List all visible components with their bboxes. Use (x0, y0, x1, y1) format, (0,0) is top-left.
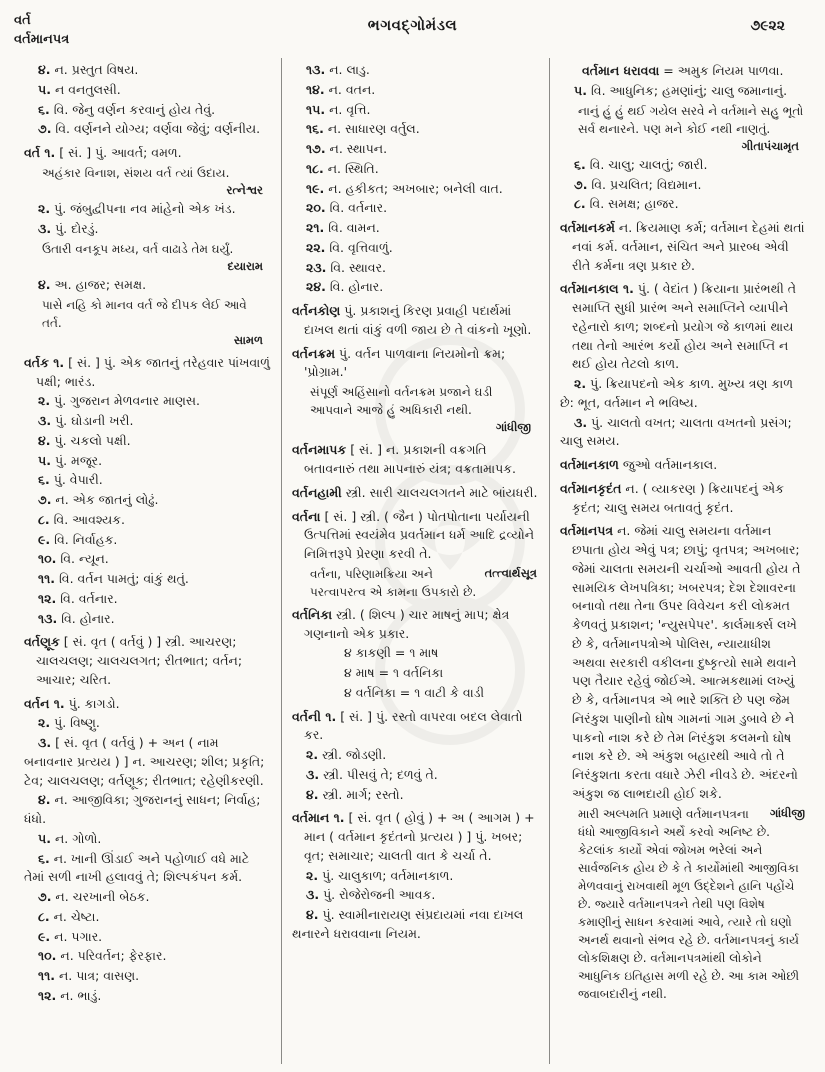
text-content: ન. હકીકત; અખબાર; બનેલી વાત. (328, 180, 503, 196)
sense-number: ૪. (306, 907, 319, 922)
sense-number: ૧૦. (38, 948, 57, 964)
dictionary-entry (560, 522, 807, 803)
headword: વર્તમાનકાળ (560, 457, 619, 472)
sense-number: ૨. (306, 867, 319, 883)
sense-number: ૬. (574, 156, 586, 172)
sense-item (560, 414, 807, 452)
dictionary-entry (292, 606, 539, 644)
text-content: ન. ખાની ઊંડાઈ અને પહોળાઈ વધે માટે તેમાં સળી નાખી હલાવવું તે; શિલ્પકંપન કર્મ. (24, 850, 250, 885)
text-content: સ્ત્રી. પીસવું તે; દળવું તે. (323, 766, 438, 782)
dictionary-column-1 (14, 58, 282, 1064)
text-content: પું. વિષ્ણુ. (54, 715, 100, 731)
text-content: ન. ( વ્યાકરણ ) ક્રિયાપદનું એક કૃદંત; ચાલુ સમય બતાવતું કૃદંત. (572, 480, 784, 515)
sense-item (24, 987, 271, 1006)
sense-number: ૪. (306, 786, 319, 802)
sense-item (24, 220, 271, 239)
sense-item (292, 886, 539, 905)
sense-item (24, 888, 271, 907)
text-content: ૪ વર્તનિકા = ૧ વાટી કે વાડી (344, 684, 485, 700)
text-content: ન. પગાર. (54, 928, 103, 944)
sense-item (24, 491, 271, 510)
sense-item (292, 199, 539, 218)
text-content: પું. ચકલો પક્ષી. (54, 432, 131, 448)
text-content: દયારામ (227, 258, 263, 273)
sense-item (24, 714, 271, 733)
text-content: પું. પ્રકાશનું કિરણ પ્રવાહી પદાર્થમાં દાખલ થતાં વાંકું વળી જાય છે તે વાંકનો ખૂણો. (304, 303, 532, 337)
sense-item (24, 61, 271, 80)
text-content: ન. સ્થાપન. (329, 141, 388, 156)
text-content: સ્ત્રી. સારી ચાલચલગતને માટે બાંયધરી. (345, 484, 538, 500)
headword: વર્તનિકા (292, 606, 333, 622)
headword: વર્તનહામી (292, 484, 342, 500)
text-content: વિ. વર્ણનને યોગ્ય; વર્ણવા જેવું; વર્ણનીય. (55, 121, 261, 137)
page-number: ૭૯૨૨ (750, 18, 785, 34)
text-content: પું. દોરડું. (55, 220, 99, 236)
headword: વર્તમાન ૧. (292, 810, 345, 826)
sense-number: ૪. (38, 432, 51, 448)
sense-item (24, 471, 271, 490)
phrase-line (560, 62, 807, 81)
column-container (14, 58, 817, 1064)
dictionary-column-2 (282, 58, 550, 1064)
text-content: [ સં. ] પું. આવર્ત; વમળ. (59, 145, 182, 160)
sense-item (292, 746, 539, 765)
sense-number: ૨૦. (306, 200, 326, 216)
text-content: ૪ કાકણી = ૧ માષ (344, 645, 439, 661)
formula-line (292, 684, 539, 703)
sense-number: ૫. (574, 82, 587, 98)
text-content: વિ. વર્તનાર. (60, 590, 118, 606)
quote-line (560, 102, 807, 138)
quote-line (292, 383, 539, 419)
text-content: વિ. વામન. (328, 220, 380, 235)
text-content: ન. સાધારણ વર્તુલ. (327, 121, 420, 137)
sense-number: ૪. (38, 792, 51, 808)
sense-item (560, 156, 807, 175)
dictionary-entry (24, 354, 271, 392)
text-content: જુઓ વર્તમાનકાલ. (622, 457, 718, 472)
quote-line (24, 296, 271, 332)
text-content: સામળ (233, 332, 263, 347)
sense-number: ૧૭. (306, 141, 326, 156)
text-content: [ સં. ] પું. એક જાતનું તરેહવાર પાંખવાળું પક્ષી; ભારંડ. (36, 354, 270, 389)
text-content: સ્ત્રી. માર્ગ; રસ્તો. (322, 786, 404, 802)
headword: વર્તમાનપત્ર (560, 523, 614, 539)
text-content: = અમુક નિયમ પાળવા. (663, 63, 784, 78)
sense-item (24, 81, 271, 100)
sense-item (24, 791, 271, 829)
text-content: પું. જંબુદ્વીપના નવ માંહેનો એક ખંડ. (54, 201, 236, 216)
text-content: વિ. વૃત્તિવાળું. (329, 239, 393, 255)
formula-line (292, 644, 539, 663)
formula-line (292, 664, 539, 683)
sense-number: ૫. (38, 830, 51, 846)
headword: વર્તની ૧. (292, 708, 337, 724)
text-content: ન. પરિવર્તન; ફેરફાર. (60, 948, 167, 964)
headword: વર્તમાનકૃદંત (560, 480, 622, 496)
sense-item (24, 850, 271, 888)
sense-number: ૬. (38, 472, 50, 488)
page-title: ભગવદ્ગોમંડલ (367, 16, 458, 34)
sense-item (292, 906, 539, 944)
headword: વર્તમાન ધરાવવા (582, 63, 660, 78)
sense-number: ૫. (38, 81, 51, 97)
sense-item (292, 278, 539, 297)
text-content: ગીતાપંચામૃત (741, 138, 799, 153)
sense-item (24, 531, 271, 550)
text-content: ન. આજીવિકા; ગુજરાનનું સાધન; નિર્વાહ; ધંધો. (24, 792, 261, 826)
sense-number: ૨. (306, 747, 319, 762)
sense-number: ૩. (38, 413, 52, 428)
sense-number: ૧૧. (38, 571, 55, 586)
headword: વર્તનક્રમ (292, 345, 336, 361)
text-content: ન વનતુલસી. (54, 81, 121, 97)
dictionary-entry (24, 144, 271, 163)
sense-number: ૩. (38, 220, 52, 236)
sense-item (560, 195, 807, 214)
sense-item (560, 176, 807, 195)
sense-item (24, 734, 271, 790)
sense-item (24, 550, 271, 569)
headword: વર્તમાનકાલ ૧. (560, 281, 634, 297)
sense-number: ૧૬. (306, 121, 324, 137)
sense-item (24, 830, 271, 849)
text-content: ન. પ્રસ્તુત વિષય. (54, 62, 139, 77)
sense-number: ૨. (574, 376, 587, 391)
sense-number: ૧૦. (38, 551, 57, 567)
text-content: સંપૂર્ણ અહિંસાનો વર્તનક્રમ પ્રજાને ઘડી આપવાને આજે હું અધિકારી નથી. (310, 385, 493, 417)
headword: વર્તન ૧. (24, 695, 65, 711)
text-content: [ સં. વૃત ( હોવું ) + અ ( આગમ ) + માન ( વર્તમાન કૃદંતનો પ્રત્યય ) ] પું. ખબર; વૃત; સમાચાર; ચાલતી વાત કે ચર્ચા તે. (304, 810, 535, 863)
sense-item (292, 239, 539, 258)
sense-item (24, 610, 271, 629)
sense-number: ૯. (38, 531, 51, 547)
headword: વર્તક ૧. (24, 354, 65, 370)
sense-number: ૨. (38, 201, 51, 216)
dictionary-entry (24, 633, 271, 689)
headword: વર્તનકોણ (292, 303, 341, 318)
sense-item (292, 766, 539, 785)
dictionary-entry (560, 280, 807, 374)
sense-number: ૧૧. (38, 968, 55, 983)
sense-item (292, 219, 539, 238)
sense-number: ૧૫. (306, 101, 326, 117)
text-content: પું. ઘોડાની ખરી. (55, 413, 134, 428)
text-content: પું. ( વેદાંત ) ક્રિયાના પ્રારંભથી તે સમાપ્તિ સુધી પ્રારંભ અને સમાપ્તિને વ્યાપીને રહેનારો કાળ; શબ્દનો પ્રયોગ જે કાળમાં થાય તથા તેનો આરંભ કર્યો હોય અને સમાપ્તિ ન થઈ હોય તેટલો કાળ. (572, 281, 797, 372)
text-content: નાનું હું હું થઈ ગયેલ સરવે ને વર્તમાને સહુ ભૂતો સર્વ થનારને. પણ મને કોઈ નથી નાણતું. (578, 103, 804, 136)
sense-number: ૪. (38, 62, 51, 77)
sense-number: ૨૨. (306, 239, 326, 255)
text-content: વિ. હોનાર. (329, 279, 384, 295)
sense-number: ૬. (38, 101, 50, 117)
text-content: વિ. આવશ્યક. (53, 511, 125, 527)
sense-number: ૭. (38, 492, 52, 507)
sense-item (24, 276, 271, 295)
sense-item (24, 200, 271, 219)
sense-item (24, 452, 271, 471)
text-content: ઉતારી વનકૂપ મધ્ય, વર્ત વાઢાડે તેમ ઘર્યું. (42, 241, 234, 256)
sense-number: ૨. (38, 715, 51, 731)
sense-number: ૪. (38, 276, 51, 292)
text-content: વિ. નિર્વાહક. (54, 531, 118, 547)
sense-number: ૧૩. (38, 610, 58, 626)
sense-number: ૨૧. (306, 220, 325, 235)
text-content: સ્ત્રી. જોડણી. (322, 747, 387, 762)
sense-number: ૧૪. (306, 81, 325, 97)
text-content: રત્નેશ્વર (226, 182, 263, 197)
text-content: પું. ચાલતો વખત; ચાલતા વખતનો પ્રસંગ; ચાલુ સમય. (560, 414, 792, 449)
text-content: વિ. સ્થાવર. (330, 259, 387, 275)
sense-item (292, 120, 539, 139)
sense-item (24, 432, 271, 451)
sense-number: ૮. (574, 196, 586, 212)
headword: વર્તમાનકર્મ (560, 220, 615, 235)
sense-number: ૭. (38, 121, 52, 137)
text-content: પું. મજૂર. (54, 452, 103, 468)
text-content: [ સં. ] ન. પ્રકાશની વક્રગતિ બતાવનારું તથા માપનારું યંત્ર; વક્રતામાપક. (304, 442, 516, 476)
text-content: વિ. પ્રચલિત; વિદ્યમાન. (591, 176, 702, 192)
sense-number: ૩. (306, 887, 320, 903)
text-content: અહંકાર વિનાશ, સંશય વર્ત ત્યાં ઉદાય. (42, 165, 230, 180)
text-content: ન. સ્થિતિ. (327, 160, 379, 176)
dictionary-entry (292, 508, 539, 564)
text-content: વિ. સમક્ષ; હાજર. (589, 196, 679, 212)
text-content: વિ. આધુનિક; હમણાંનું; ચાલુ જમાનાનું. (590, 82, 788, 98)
sense-number: ૮. (38, 511, 50, 527)
text-content: ન. ગોળો. (54, 830, 102, 846)
text-content: મારી અલ્પમતિ પ્રમાણે વર્તમાનપત્રના ધંધો આજીવિકાને અર્થે કરવો અનિષ્ટ છે. કેટલાંક કાર્યો એવાં જોખમ ભરેલાં અને સાર્વજનિક હોય છે કે તે કાર્યોમાંથી આજીવિકા મેળવવાનું રાખવાથી મૂળ ઉદ્દેશને હાનિ પહોંચે છે. જ્યારે વર્તમાનપત્રને તેથી પણ વિશેષ કમાણીનું સાધન કરવામાં આવે, ત્યારે તો ઘણો અનર્થ થવાનો સંભવ રહે છે. વર્તમાનપત્રનું કાર્ય લોકશિક્ષણ છે. વર્તમાનપત્રમાંથી લોકોને આધુનિક ઇતિહાસ મળી રહે છે. આ કામ ઓછી જવાબદારીનું નથી. (578, 806, 800, 1001)
sense-item (560, 82, 807, 101)
text-content: ન. એક જાતનું લોઢું. (55, 492, 159, 507)
text-content: ન. ક્રિયમાણ કર્મ; વર્તમાન દેહમાં થતાં નવાં કર્મ. વર્તમાન, સંચિત અને પ્રારબ્ધ એવી રીતે કર્મના ત્રણ પ્રકાર છે. (572, 220, 805, 273)
sense-number: ૨. (38, 393, 51, 409)
sense-item (24, 967, 271, 986)
sense-number: ૨૪. (306, 279, 326, 295)
sense-item (292, 140, 539, 159)
text-content: પું. સ્વામીનારાયણ સંપ્રદાયમાં નવા દાખલ થનારને ધરાવવાના નિયમ. (292, 907, 524, 941)
sense-number: ૧૮. (306, 160, 324, 176)
text-content: ન. વૃત્તિ. (329, 101, 371, 117)
text-content: ન. જેમાં ચાલુ સમયના વર્તમાન છપાતા હોય એવું પત્ર; છાપું; વૃતપત્ર; અખબાર; જેમાં ચાલતા સમયની ચર્ચાઓ આવતી હોય તે સામયિક લેખપત્રિકા; ખબરપત્ર; દેશ દેશાવરના બનાવો તથા તેના ઉપર વિવેચન કરી લોકમત કેળવતું પ્રકાશન; 'ન્યુસપેપર'. કાર્લમાર્ક્સ લખે છે કે, વર્તમાનપત્રોએ પોલિસ, ન્યાયાધીશ અથવા સરકારી વકીલના દુષ્કૃત્યો સામે થવાને પણ તૈયાર રહેવું જોઈએ. આત્મકથામાં લખ્યું છે કે, વર્તમાનપત્ર એ ભારે શક્તિ છે પણ જેમ નિરંકુશ પાણીનો ઘોષ ગામનાં ગામ ડુબાવે છે ને પાકનો નાશ કરે છે તેમ નિરંકુશ કલમનો ઘોષ નાશ કરે છે. એ અંકુશ બહારથી આવે તો તે નિરંકુશતા કરતા વધારે ઝેરી નીવડે છે. અંદરનો અંકુશ જ લાભદાયી હોઈ શકે. (572, 523, 801, 801)
quote-line (24, 240, 271, 258)
text-content: પું. વેપારી. (53, 472, 103, 488)
dictionary-entry (292, 302, 539, 340)
text-content: વિ. જેનુ વર્ણન કરવાનું હોય તેવું. (53, 101, 216, 117)
sense-item (24, 101, 271, 120)
sense-item (292, 101, 539, 120)
text-content: ન. લાડુ. (329, 62, 370, 77)
text-content: [ સં. વૃત ( વર્તવું ) + અન ( નામ બનાવનાર પ્રત્યય ) ] ન. આચરણ; શીલ; પ્રકૃતિ; ટેવ; ચાલચલણ; વર્તણૂક; રીતભાત; રહેણીકરણી. (24, 735, 265, 788)
quote-line (560, 805, 807, 1003)
sense-number: ૫. (38, 452, 51, 468)
text-content: ન. ચરખાની બેઠક. (55, 889, 150, 904)
sense-item (24, 511, 271, 530)
sense-item (24, 570, 271, 589)
page-header (0, 10, 825, 58)
headword: વર્ત ૧. (24, 145, 56, 160)
text-content: [ સં. વૃત ( વર્તવું ) ] સ્ત્રી. આચરણ; ચાલચલણ; ચાલચલગત; રીતભાત; વર્તન; આચાર; ચરિત. (36, 634, 243, 687)
quote-line (292, 565, 539, 601)
attribution (24, 258, 271, 275)
text-content: વિ. વર્તન પામતું; વાંકું થતું. (58, 571, 189, 586)
text-content: વિ. વર્તનાર. (329, 200, 388, 216)
sense-item (24, 928, 271, 947)
sense-number: ૧૩. (306, 62, 326, 77)
dictionary-entry (292, 345, 539, 383)
dictionary-entry (560, 219, 807, 275)
guide-word-top: વર્ત (14, 13, 31, 28)
headword: વર્તણૂક (24, 634, 60, 650)
dictionary-entry (292, 484, 539, 503)
sense-number: ૭. (38, 889, 52, 904)
sense-number: ૩. (574, 414, 588, 430)
dictionary-entry (560, 480, 807, 518)
text-content: પું. ગુજરાન મેળવનાર માણસ. (54, 393, 200, 409)
dictionary-column-3 (550, 58, 817, 1064)
sense-item (24, 908, 271, 927)
text-content: સ્ત્રી. ( શિલ્પ ) ચાર માષનું માપ; ક્ષેત્ર ગણનાનો એક પ્રકાર. (304, 606, 510, 641)
text-content: પું. ચાલુકાળ; વર્તમાનકાળ. (322, 867, 454, 883)
sense-item (292, 180, 539, 199)
attribution: ગાંધીજી (769, 805, 805, 820)
text-content: અ. હાજર; સમક્ષ. (54, 276, 147, 292)
quote-line (24, 164, 271, 182)
dictionary-entry (292, 441, 539, 479)
text-content: [ સં. ] સ્ત્રી. ( જૈન ) પોતપોતાના પર્યાયની ઉત્પત્તિમાં સ્વયંમેવ પ્રવર્તમાન ધર્મ આદિ દ્રવ્યોને નિમિત્તરૂપે પ્રેરણા કરવી તે. (304, 508, 535, 561)
sense-item (292, 259, 539, 278)
text-content: વિ. ચાલુ; ચાલતું; જારી. (589, 156, 708, 172)
sense-item (24, 412, 271, 431)
sense-number: ૩. (38, 735, 52, 750)
text-content: ન. પાત્ર; વાસણ. (58, 968, 140, 983)
dictionary-entry (24, 695, 271, 714)
dictionary-entry (560, 456, 807, 475)
sense-number: ૮. (38, 908, 50, 924)
sense-number: ૧૨. (38, 590, 57, 606)
text-content: ન. વતન. (328, 81, 376, 97)
dictionary-entry (292, 708, 539, 746)
sense-number: ૯. (38, 928, 51, 944)
sense-number: ૭. (574, 176, 588, 192)
sense-number: ૧૨. (38, 987, 57, 1003)
text-content: વર્તના, પરિણામક્રિયા અને પરત્વાપરત્વ એ કામના ઉપકારો છે. (310, 566, 477, 599)
text-content: ગાંધીજી (495, 420, 531, 434)
text-content: પું. ક્રિયાપદનો એક કાળ. મુખ્ય ત્રણ કાળ છે: ભૂત, વર્તમાન ને ભવિષ્ય. (560, 376, 793, 410)
text-content: પું. કાગડો. (68, 695, 120, 711)
attribution: તત્ત્વાર્થસૂત્ર (484, 565, 537, 580)
sense-number: ૧૯. (306, 180, 325, 196)
guide-word-bottom: વર્તમાનપત્ર (14, 31, 70, 47)
attribution (24, 182, 271, 199)
sense-item (24, 947, 271, 966)
headword: વર્તના (292, 508, 321, 524)
sense-number: ૨૩. (306, 259, 327, 275)
text-content: પાસે નહિ કો માનવ વર્ત જે દીપક લેઈ આવે તર્ત. (42, 297, 247, 330)
sense-item (292, 867, 539, 886)
sense-item (292, 61, 539, 80)
text-content: પું. વર્તન પાળવાના નિયમોનો ક્રમ; 'પ્રોગ્રામ.' (304, 345, 506, 380)
sense-number: ૩. (306, 766, 320, 782)
attribution (560, 138, 807, 155)
dictionary-entry (292, 809, 539, 865)
sense-item (24, 590, 271, 609)
text-content: વિ. હોનાર. (61, 610, 115, 626)
sense-number: ૬. (38, 850, 50, 866)
text-content: ૪ માષ = ૧ વર્તનિકા (344, 665, 444, 680)
text-content: વિ. ન્યૂન. (60, 551, 109, 567)
text-content: ન. ભાડું. (60, 987, 102, 1003)
sense-item (292, 786, 539, 805)
sense-item (24, 120, 271, 139)
text-content: પું. રોજેરોજની આવક. (323, 887, 436, 903)
sense-item (24, 392, 271, 411)
text-content: [ સં. ] પું. રસ્તો વાપરવા બદલ લેવાતો કર. (304, 708, 523, 743)
sense-item (292, 81, 539, 100)
attribution (24, 332, 271, 349)
attribution (292, 419, 539, 436)
sense-item (560, 375, 807, 413)
headword: વર્તનમાપક (292, 442, 347, 458)
sense-item (292, 160, 539, 179)
text-content: ન. ચેષ્ટા. (53, 908, 100, 924)
